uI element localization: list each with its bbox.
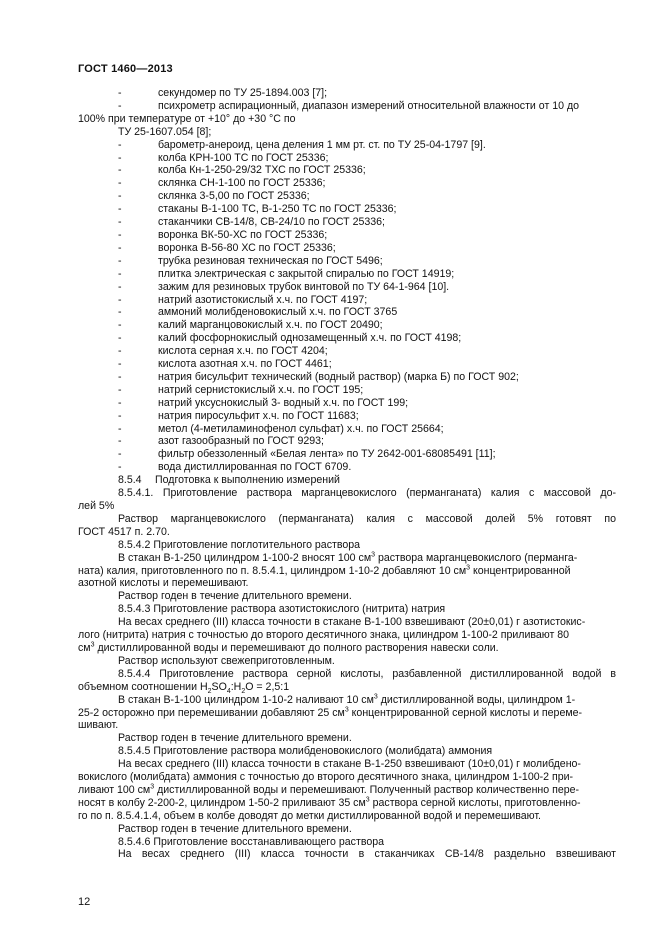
list-dash: - [118,177,122,190]
superscript: 3 [344,705,349,713]
list-item [78,139,616,152]
list-item-text: фильтр обеззоленный «Белая лента» по ТУ 2642-001-68085491 [11]; [158,448,496,461]
list-dash: - [118,448,122,461]
text-run: раствора серной кислоты, приготовленно- [369,796,581,809]
list-dash: - [118,345,122,358]
list-item [78,423,616,436]
page-number: 12 [78,896,91,908]
list-item [78,332,616,345]
list-item-text: аммоний молибденовокислый х.ч. по ГОСТ 3765 [158,306,398,319]
text-run: концентрированной серной кислоты и переме- [348,706,583,719]
list-dash: - [118,203,122,216]
list-item [78,294,616,307]
paragraph-line [78,642,616,655]
paragraph-line [78,694,616,707]
paragraph-line: вокислого (молибдата) аммония с точностью до второго десятичного знака, цилиндром 1-100-2 при- [78,771,574,784]
list-item-continuation: 100% при температуре от +10° до +30 °С по [78,112,296,125]
list-dash: - [118,241,122,254]
list-item-text: плитка электрическая с закрытой спиралью по ГОСТ 14919; [158,267,455,280]
section-number: 8.5.4 [118,474,142,487]
list-dash: - [118,216,122,229]
list-item [78,242,616,255]
text-run: концентрированной [470,564,571,577]
list-dash: - [118,383,122,396]
list-item [78,319,616,332]
list-item [78,306,616,319]
list-item [78,345,616,358]
list-item-text: кислота серная х.ч. по ГОСТ 4204; [158,345,328,358]
list-item-text: стаканчики СВ-14/8, СВ-24/10 по ГОСТ 25336; [158,216,385,229]
text-run: дистиллированной воды и перемешивают. Полученный раствор количественно пере- [154,783,580,796]
list-item-text: колба КРН-100 ТС по ГОСТ 25336; [158,151,329,164]
list-item-text: кислота азотная х.ч. по ГОСТ 4461; [158,358,332,371]
list-item-text: вода дистиллированная по ГОСТ 6709. [158,461,352,474]
list-item-text: стаканы В-1-100 ТС, В-1-250 ТС по ГОСТ 25336; [158,203,397,216]
document-body [78,87,616,861]
list-dash: - [118,280,122,293]
list-dash: - [118,319,122,332]
list-item [78,87,616,100]
list-item-continuation: ТУ 25-1607.054 [8]; [118,125,212,138]
paragraph-line: ГОСТ 4517 п. 2.70. [78,525,170,538]
list-item-text: натрия бисульфит технический (водный раствор) (марка Б) по ГОСТ 902; [158,370,519,383]
list-item-text: азот газообразный по ГОСТ 9293; [158,435,324,448]
list-item-text: натрий уксуснокислый 3- водный х.ч. по ГОСТ 199; [158,396,409,409]
text-run: см [78,641,91,654]
list-item [78,152,616,165]
list-item [78,190,616,203]
section-title: Подготовка к выполнению измерений [155,474,340,487]
list-item [78,358,616,371]
list-item [78,371,616,384]
list-item [78,203,616,216]
list-item [78,281,616,294]
list-item-text: барометр-анероид, цена деления 1 мм рт. ст. по ТУ 25-04-1797 [9]. [158,138,486,151]
list-item [78,177,616,190]
text-run: :H [230,680,242,693]
list-dash: - [118,99,122,112]
paragraph-line: го по п. 8.5.4.1.4, объем в колбе доводят до метки дистиллированной водой и перемешивают. [78,809,541,822]
paragraph-line: 8.5.4.1. Приготовление раствора марганцевокислого (перманганата) калия с массовой до- [118,487,616,500]
list-item-text: секундомер по ТУ 25-1894.003 [7]; [158,87,328,99]
text-run: 25-2 осторожно при перемешивании добавляют 25 см [78,706,345,719]
list-item [78,435,616,448]
list-item [78,410,616,423]
text-run: раствора марганцевокислого (перманга- [375,551,578,564]
list-dash: - [118,254,122,267]
list-dash: - [118,409,122,422]
section-heading: 8.5.4.3 Приготовление раствора азотистокислого (нитрита) натрия [118,603,446,616]
document-header: ГОСТ 1460—2013 [78,63,173,75]
paragraph-line: На весах среднего (III) класса точности в стакане В-1-100 взвешивают (20±0,01) г азотистокис- [118,616,586,629]
paragraph-line [78,681,616,694]
list-item-text: психрометр аспирационный, диапазон измерений относительной влажности от 10 до [158,99,580,112]
list-dash: - [118,422,122,435]
paragraph-line: Раствор годен в течение длительного времени. [118,590,352,603]
text-run: В стакан В-1-250 цилиндром 1-100-2 вносят 100 см [118,551,372,564]
list-item-text: калий фосфорнокислый однозамещенный х.ч. по ГОСТ 4198; [158,332,462,345]
list-dash: - [118,461,122,474]
paragraph-line [78,797,616,810]
list-item [78,397,616,410]
list-item-text: калий марганцовокислый х.ч. по ГОСТ 20490; [158,319,383,332]
section-heading: 8.5.4.6 Приготовление восстанавливающего раствора [118,835,385,848]
paragraph-line: азотной кислоты и перемешивают. [78,577,249,590]
list-item-text: колба Кн-1-250-29/32 ТХС по ГОСТ 25336; [158,164,366,177]
subscript: 4 [226,687,231,695]
list-dash: - [118,164,122,177]
paragraph-line: Раствор годен в течение длительного времени. [118,732,352,745]
text-run: объемном соотношении H [78,680,208,693]
list-item-text: метол (4-метиламинофенол сульфат) х.ч. по ГОСТ 25664; [158,422,444,435]
superscript: 3 [90,641,95,649]
paragraph-line: шивают. [78,719,119,732]
paragraph-line [78,565,616,578]
subscript: 2 [241,687,246,695]
superscript: 3 [466,564,471,571]
list-dash: - [118,190,122,203]
paragraph-line: Раствор используют свежеприготовленным. [118,654,335,667]
paragraph-line: лого (нитрита) натрия с точностью до второго десятичного знака, цилиндром 1-100-2 приливают 80 [78,629,570,642]
list-item [78,384,616,397]
text-run: носят в колбу 2-200-2, цилиндром 1-50-2 приливают 35 см [78,796,366,809]
list-item [78,255,616,268]
list-item [78,448,616,461]
list-dash: - [118,87,122,99]
list-dash: - [118,151,122,164]
list-item [78,268,616,281]
list-item-text: воронка ВК-50-ХС по ГОСТ 25336; [158,228,328,241]
superscript: 3 [371,551,376,559]
section-heading: 8.5.4.5 Приготовление раствора молибденовокислого (молибдата) аммония [118,745,493,758]
list-dash: - [118,306,122,319]
list-dash: - [118,370,122,383]
list-item [78,229,616,242]
paragraph-line: На весах среднего (III) класса точности в стакане В-1-250 взвешивают (10±0,01) г молибдено- [118,758,581,771]
list-item [78,216,616,229]
list-item-text: склянка СН-1-100 по ГОСТ 25336; [158,177,326,190]
list-dash: - [118,332,122,345]
superscript: 3 [373,693,378,701]
subscript: 2 [207,687,212,695]
list-item-text: натрий азотистокислый х.ч. по ГОСТ 4197; [158,293,368,306]
paragraph-line [78,784,616,797]
text-run: ната) калия, приготовленного по п. 8.5.4.1, цилиндром 1-10-2 добавляют 10 см [78,564,467,577]
superscript: 3 [365,796,370,804]
list-item-text: зажим для резиновых трубок винтовой по ТУ 64-1-964 [10]. [158,280,450,293]
paragraph-line: Раствор марганцевокислого (перманганата) калия с массовой долей 5% готовят по [118,512,616,525]
list-dash: - [118,358,122,371]
list-item [78,461,616,474]
text-run: O = 2,5:1 [245,680,290,693]
list-dash: - [118,435,122,448]
text-run: дистиллированной воды, цилиндром 1- [377,693,576,706]
section-heading: 8.5.4.4 Приготовление раствора серной кислоты, разбавленной дистиллированной водой в [118,667,616,680]
list-dash: - [118,293,122,306]
list-item [78,164,616,177]
list-dash: - [118,267,122,280]
list-dash: - [118,396,122,409]
section-heading: 8.5.4.2 Приготовление поглотительного раствора [118,538,361,551]
text-run: SO [211,680,227,693]
paragraph-line [78,552,616,565]
list-dash: - [118,138,122,151]
list-item [78,100,616,113]
paragraph-line: На весах среднего (III) класса точности в стаканчиках СВ-14/8 раздельно взвешивают [118,848,616,861]
list-item-text: склянка 3-5,00 по ГОСТ 25336; [158,190,310,203]
list-dash: - [118,228,122,241]
text-run: В стакан В-1-100 цилиндром 1-10-2 наливают 10 см [118,693,374,706]
text-run: дистиллированной воды и перемешивают до полного растворения навески соли. [94,641,499,654]
section-heading [78,474,616,487]
paragraph-line [78,707,616,720]
list-item-text: натрия пиросульфит х.ч. по ГОСТ 11683; [158,409,359,422]
superscript: 3 [150,783,155,791]
text-run: ливают 100 см [78,783,151,796]
paragraph-line: Раствор годен в течение длительного времени. [118,822,352,835]
paragraph-line: лей 5% [78,500,115,512]
list-item-text: воронка В-56-80 ХС по ГОСТ 25336; [158,241,336,254]
list-item-text: трубка резиновая техническая по ГОСТ 5496; [158,254,383,267]
list-item-text: натрий сернистокислый х.ч. по ГОСТ 195; [158,383,364,396]
